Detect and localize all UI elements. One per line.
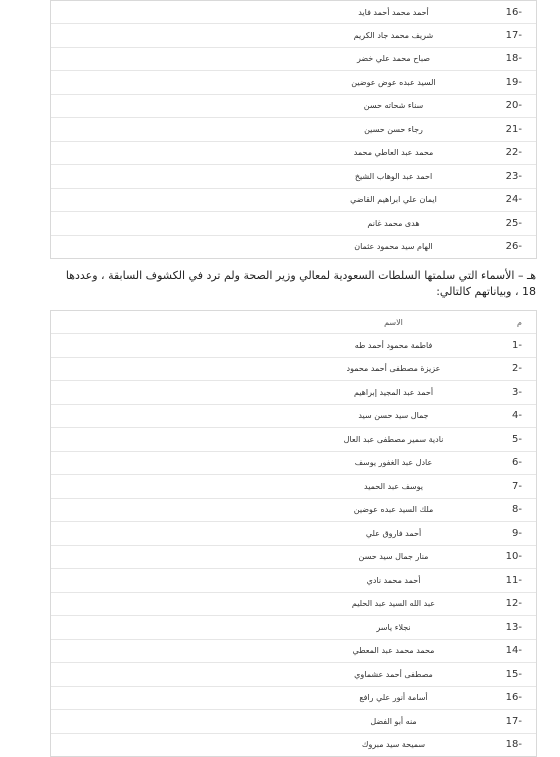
- table-row: [51, 381, 536, 405]
- row-number: 11-: [505, 574, 522, 586]
- row-number: 16-: [505, 6, 522, 18]
- person-name: ملك السيد عبده عوضين: [353, 505, 434, 515]
- row-number: 13-: [505, 621, 522, 633]
- person-name: يوسف عبد الحميد: [364, 481, 423, 491]
- table-row: [51, 405, 536, 429]
- row-number: 7-: [512, 480, 522, 492]
- person-name: عزيزة مصطفى أحمد محمود: [346, 364, 441, 374]
- row-number: 23-: [505, 170, 522, 182]
- person-name: ايمان علي ابراهيم القاضي: [350, 195, 437, 205]
- person-name: منه أبو الفضل: [370, 716, 417, 726]
- person-name: سميحة سيد مبروك: [361, 740, 426, 750]
- table-row: [51, 95, 536, 119]
- row-number: 18-: [505, 53, 522, 65]
- person-name: أحمد عبد المجيد إبراهيم: [353, 387, 434, 397]
- names-table-saudi-list: [50, 310, 537, 757]
- person-name: نادية سمير مصطفى عبد العال: [343, 434, 444, 444]
- person-name: صباح محمد علي خضر: [356, 54, 431, 64]
- person-name: محمد محمد عبد المعطي: [352, 646, 435, 656]
- table-row: [51, 118, 536, 142]
- table-row: [51, 663, 536, 687]
- table-row: [51, 475, 536, 499]
- table-row: [51, 358, 536, 382]
- person-name: نجلاء ياسر: [376, 622, 411, 632]
- person-name: هدى محمد غانم: [367, 218, 420, 228]
- person-name: أسامة أنور علي رافع: [359, 693, 428, 703]
- person-name: شريف محمد جاد الكريم: [353, 30, 434, 40]
- person-name: الهام سيد محمود عثمان: [354, 242, 433, 252]
- names-table-continued: [50, 0, 537, 259]
- row-number: 17-: [505, 715, 522, 727]
- table-row: [51, 212, 536, 236]
- table-row: [51, 640, 536, 664]
- table-row: [51, 71, 536, 95]
- person-name: أحمد فاروق علي: [365, 528, 422, 538]
- table-row: [51, 334, 536, 358]
- row-number: 12-: [505, 598, 522, 610]
- table-row: [51, 236, 536, 259]
- row-number: 15-: [505, 668, 522, 680]
- table-row: [51, 734, 536, 757]
- table-row: [51, 189, 536, 213]
- person-name: جمال سيد حسن سيد: [358, 411, 429, 421]
- row-number: 17-: [505, 29, 522, 41]
- table-row: [51, 428, 536, 452]
- row-number: 4-: [512, 410, 522, 422]
- person-name: فاطمة محمود أحمد طه: [354, 340, 433, 350]
- table-row: [51, 616, 536, 640]
- table-row: [51, 499, 536, 523]
- person-name: عبد الله السيد عبد الحليم: [351, 599, 436, 609]
- table-row: [51, 522, 536, 546]
- person-name: رجاء حسن حسين: [364, 124, 423, 134]
- person-name: محمد عبد العاطي محمد: [353, 148, 434, 158]
- table-row: [51, 593, 536, 617]
- column-header-number: م: [517, 317, 522, 327]
- table-row: [51, 710, 536, 734]
- table-header-row: [51, 311, 536, 334]
- row-number: 14-: [505, 645, 522, 657]
- person-name: أحمد محمد نادي: [366, 575, 421, 585]
- row-number: 21-: [505, 123, 522, 135]
- person-name: سناء شحاته حسن: [363, 101, 424, 111]
- row-number: 19-: [505, 76, 522, 88]
- table-row: [51, 165, 536, 189]
- table-row: [51, 569, 536, 593]
- person-name: السيد عبده عوض عوضين: [351, 77, 436, 87]
- table-row: [51, 546, 536, 570]
- row-number: 5-: [512, 433, 522, 445]
- row-number: 16-: [505, 692, 522, 704]
- person-name: عادل عبد الغفور يوسف: [354, 458, 433, 468]
- person-name: منار جمال سيد حسن: [358, 552, 429, 562]
- table-row: [51, 687, 536, 711]
- column-header-name: الاسم: [384, 317, 403, 327]
- row-number: 24-: [505, 194, 522, 206]
- table-row: [51, 452, 536, 476]
- row-number: 22-: [505, 147, 522, 159]
- row-number: 25-: [505, 217, 522, 229]
- person-name: أحمد محمد أحمد فايد: [358, 7, 429, 17]
- row-number: 9-: [512, 527, 522, 539]
- row-number: 6-: [512, 457, 522, 469]
- person-name: مصطفى أحمد عشماوي: [354, 669, 433, 679]
- row-number: 2-: [512, 363, 522, 375]
- row-number: 1-: [512, 339, 522, 351]
- row-number: 8-: [512, 504, 522, 516]
- row-number: 20-: [505, 100, 522, 112]
- row-number: 3-: [512, 386, 522, 398]
- table-row: [51, 48, 536, 72]
- table-row: [51, 1, 536, 24]
- table-row: [51, 24, 536, 48]
- row-number: 10-: [505, 551, 522, 563]
- row-number: 26-: [505, 241, 522, 253]
- table-row: [51, 142, 536, 166]
- section-heading: هـ – الأسماء التي سلمتها السلطات السعودية لمعالي وزير الصحة ولم ترد في الكشوف السابقة ، وعددها 18 ، وبياناتهم كالتالي:: [65, 269, 536, 298]
- person-name: احمد عبد الوهاب الشيخ: [354, 171, 433, 181]
- row-number: 18-: [505, 739, 522, 751]
